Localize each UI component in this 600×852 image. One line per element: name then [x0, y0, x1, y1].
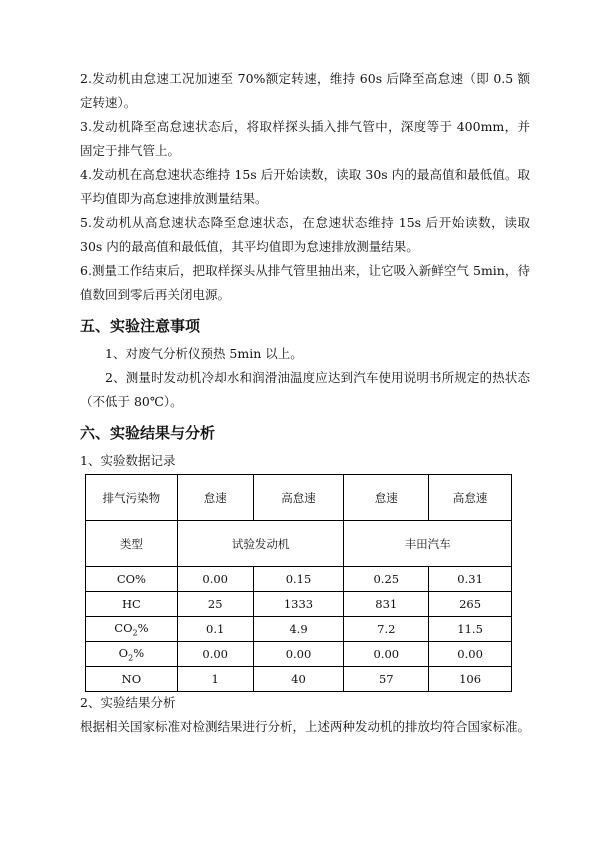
table-cell: 0.00 [177, 642, 253, 667]
table-cell: 1 [177, 667, 253, 692]
table-cell: 831 [344, 592, 429, 617]
table-cell: 0.00 [429, 642, 512, 667]
table-cell: 0.1 [177, 617, 253, 642]
header-idle-b: 怠速 [344, 475, 429, 521]
row-label: CO% [86, 567, 178, 592]
table-cell: 40 [253, 667, 344, 692]
row-label: NO [86, 667, 178, 692]
step-6-text: 6.测量工作结束后，把取样探头从排气管里抽出来，让它吸入新鲜空气 5min，待值数回到零后再关闭电源。 [80, 263, 530, 302]
header-high-idle-b: 高怠速 [429, 475, 512, 521]
row-label: $O_2\%$ [86, 642, 178, 667]
table-cell: 0.25 [344, 567, 429, 592]
table-cell: 0.00 [253, 642, 344, 667]
table-cell: 106 [429, 667, 512, 692]
section-5-title: 五、实验注意事项 [80, 317, 201, 335]
conclusion-text: 根据相关国家标准对检测结果进行分析，上述两种发动机的排放均符合国家标准。 [80, 719, 531, 734]
row-label: $CO_2\%$ [86, 617, 178, 642]
table-row [86, 567, 512, 592]
table-header-row [86, 475, 512, 521]
type-label: 类型 [86, 521, 178, 567]
table-cell: 7.2 [344, 617, 429, 642]
step-3-text: 3.发动机降至高怠速状态后，将取样探头插入排气管中，深度等于 400mm，并固定于排气管上。 [80, 119, 530, 158]
step-4-text: 4.发动机在高怠速状态维持 15s 后开始读数，读取 30s 内的最高值和最低值。取平均值即为高怠速排放测量结果。 [80, 167, 530, 206]
table-type-row [86, 521, 512, 567]
header-high-idle-a: 高怠速 [253, 475, 344, 521]
table-cell: 0.00 [177, 567, 253, 592]
emission-data-table [85, 474, 512, 692]
engine-a-label: 试验发动机 [177, 521, 344, 567]
note-2-text: 2、测量时发动机冷却水和润滑油温度应达到汽车使用说明书所规定的热状态（不低于 80℃）。 [80, 370, 530, 409]
result-analysis-subtitle: 2、实验结果分析 [80, 695, 176, 710]
header-pollutant: 排气污染物 [86, 475, 178, 521]
table-cell: 0.15 [253, 567, 344, 592]
table-cell: 11.5 [429, 617, 512, 642]
table-cell: 57 [344, 667, 429, 692]
table-cell: 1333 [253, 592, 344, 617]
table-row [86, 667, 512, 692]
table-cell: 0.31 [429, 567, 512, 592]
table-row [86, 642, 512, 667]
table-cell: 0.00 [344, 642, 429, 667]
header-idle-a: 怠速 [177, 475, 253, 521]
step-2-text: 2.发动机由怠速工况加速至 70%额定转速，维持 60s 后降至高怠速（即 0.5 额定转速）。 [80, 71, 530, 110]
table-cell: 25 [177, 592, 253, 617]
data-record-subtitle: 1、实验数据记录 [80, 453, 176, 468]
section-6-title: 六、实验结果与分析 [80, 424, 216, 442]
note-1-text: 1、对废气分析仪预热 5min 以上。 [105, 346, 303, 361]
table-row [86, 592, 512, 617]
step-5-text: 5.发动机从高怠速状态降至怠速状态，在怠速状态维持 15s 后开始读数，读取 30s 内的最高值和最低值，其平均值即为怠速排放测量结果。 [80, 215, 530, 254]
engine-b-label: 丰田汽车 [344, 521, 512, 567]
row-label: HC [86, 592, 178, 617]
table-row [86, 617, 512, 642]
table-cell: 265 [429, 592, 512, 617]
table-cell: 4.9 [253, 617, 344, 642]
